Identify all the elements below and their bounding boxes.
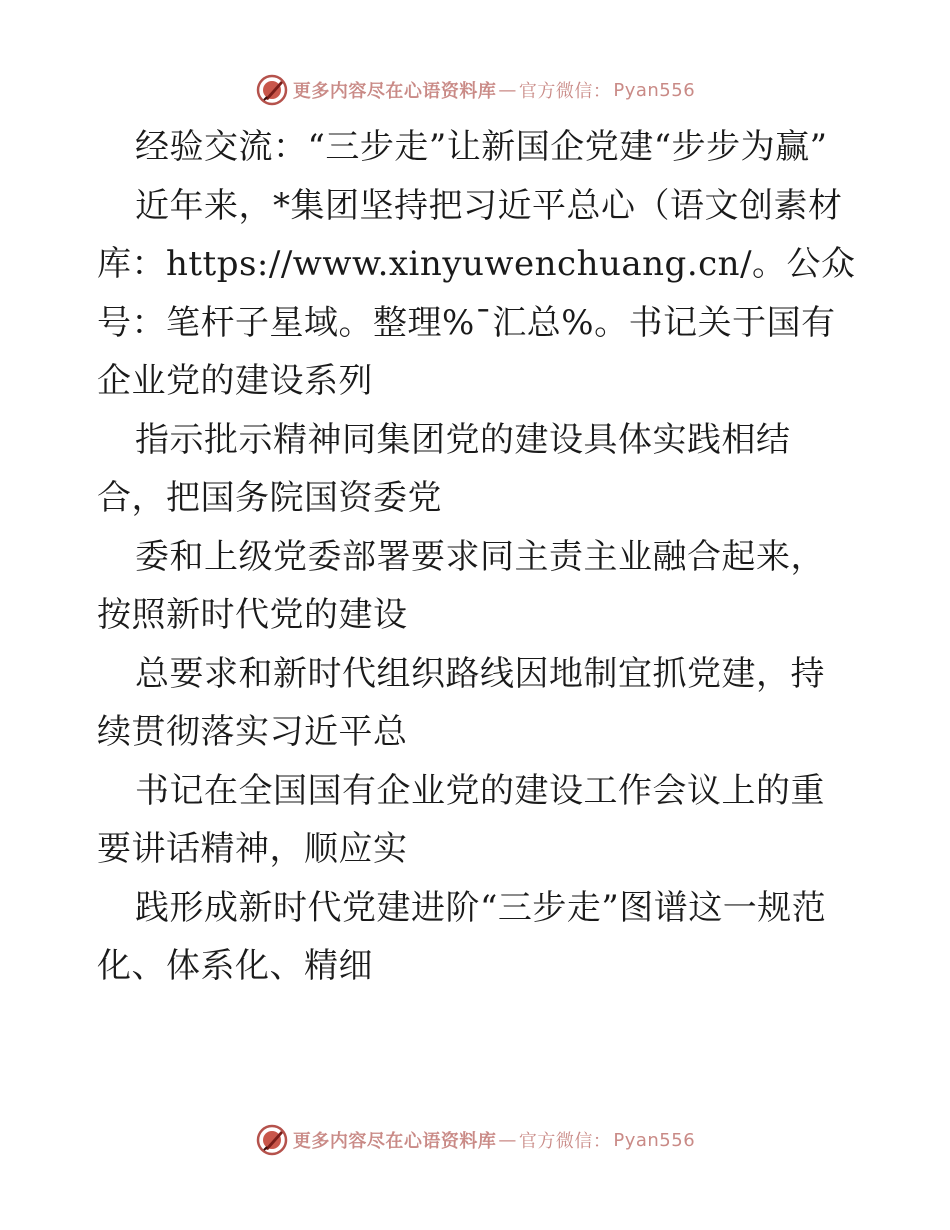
watermark-separator: —: [498, 1129, 517, 1151]
paragraph: 指示批示精神同集团党的建设具体实践相结合，把国务院国资委党: [97, 419, 791, 518]
watermark-official-label: 官方微信：: [518, 81, 612, 102]
watermark-separator: —: [498, 79, 517, 101]
watermark-official-label: 官方微信：: [518, 1131, 612, 1152]
watermark-slogan: 更多内容尽在心语资料库: [292, 1131, 497, 1152]
footer-watermark: [0, 1120, 950, 1160]
header-watermark: [0, 70, 950, 110]
quill-seal-icon: [255, 73, 289, 107]
document-body: [97, 118, 857, 996]
paragraph: 近年来，*集团坚持把习近平总心（语文创素材库：https://www.xinyuwenchuang.cn/。公众号：笔杆子星域。整理%¯汇总%。书记关于国有企业党的建设系列: [97, 185, 856, 401]
watermark-account: Pyan556: [613, 1129, 696, 1151]
paragraph: 践形成新时代党建进阶“三步走”图谱这一规范化、体系化、精细: [97, 887, 827, 986]
quill-seal-icon: [255, 1123, 289, 1157]
document-title: 经验交流：“三步走”让新国企党建“步步为赢”: [135, 127, 828, 167]
paragraph: 总要求和新时代组织路线因地制宜抓党建，持续贯彻落实习近平总: [97, 653, 825, 752]
paragraph: 书记在全国国有企业党的建设工作会议上的重要讲话精神，顺应实: [97, 770, 825, 869]
watermark-slogan: 更多内容尽在心语资料库: [292, 81, 497, 102]
paragraph: 委和上级党委部署要求同主责主业融合起来，按照新时代党的建设: [97, 536, 825, 635]
watermark-account: Pyan556: [613, 79, 696, 101]
